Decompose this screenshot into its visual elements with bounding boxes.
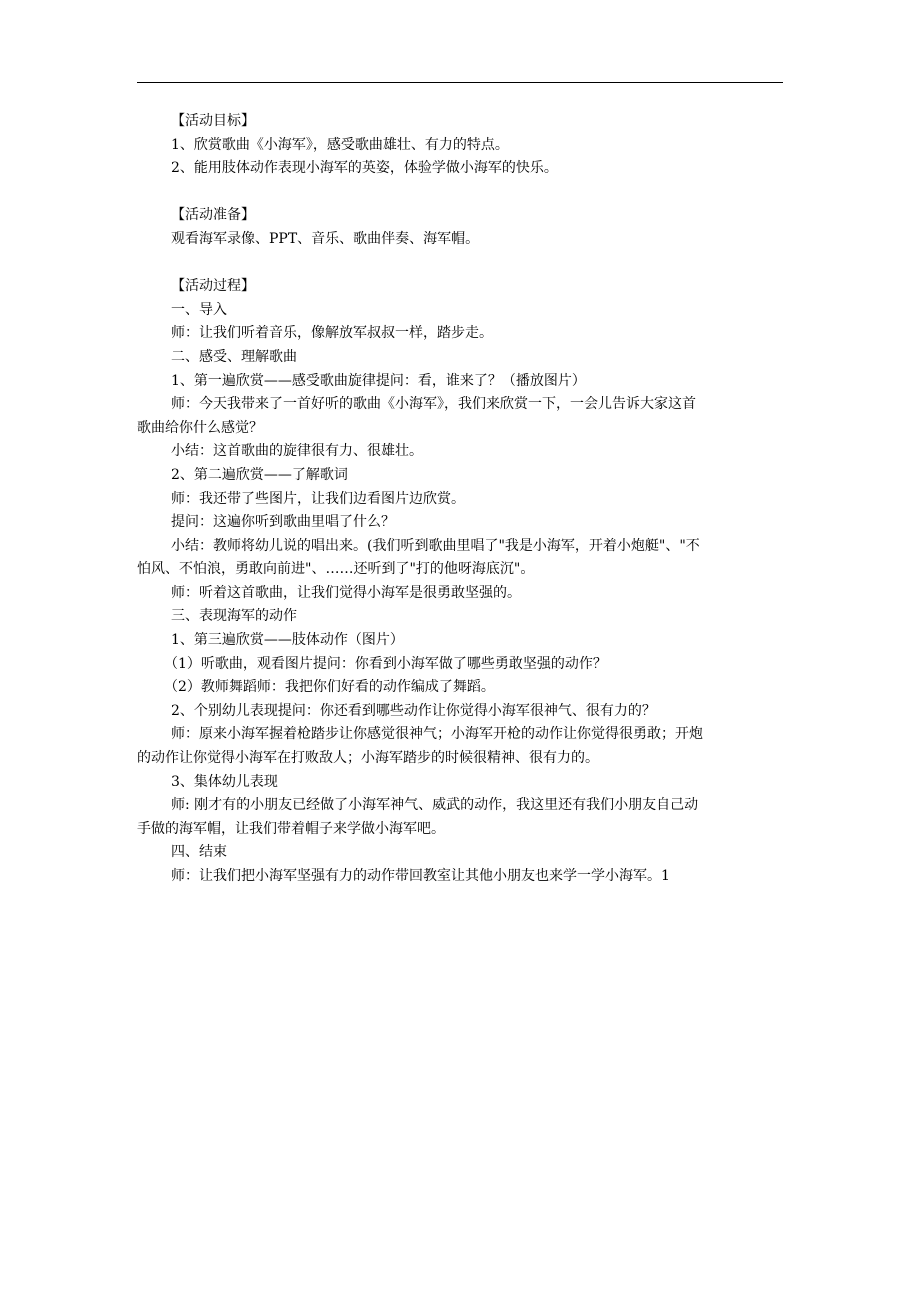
spacer — [137, 252, 783, 276]
prep-heading: 【活动准备】 — [171, 207, 255, 224]
paragraph: 2、第二遍欣赏——了解歌词 — [171, 466, 348, 483]
document-body — [137, 110, 783, 889]
paragraph: 师：让我们听着音乐，像解放军叔叔一样，踏步走。 — [171, 325, 493, 342]
goals-heading: 【活动目标】 — [171, 113, 255, 129]
goal-2: 2、能用肢体动作表现小海军的英姿，体验学做小海军的快乐。 — [171, 160, 558, 177]
goal-1: 1、欣赏歌曲《小海军》，感受歌曲雄壮、有力的特点。 — [171, 136, 509, 153]
paragraph: 师：今天我带来了一首好听的歌曲《小海军》，我们来欣赏一下，一会儿告诉大家这首 — [171, 396, 696, 413]
paragraph: 师：我还带了些图片，让我们边看图片边欣赏。 — [171, 490, 465, 507]
paragraph: （1）听歌曲，观看图片提问：你看到小海军做了哪些勇敢坚强的动作？ — [164, 655, 607, 672]
paragraph: 2、个别幼儿表现提问：你还看到哪些动作让你觉得小海军很神气、很有力的？ — [171, 702, 656, 719]
spacer — [137, 181, 783, 205]
section-intro: 一、导入 — [171, 301, 227, 318]
paragraph: （2）教师舞蹈师：我把你们好看的动作编成了舞蹈。 — [164, 679, 495, 696]
section-express: 三、表现海军的动作 — [171, 608, 297, 625]
paragraph: 小结：教师将幼儿说的唱出来。(我们听到歌曲里唱了"我是小海军，开着小炮艇"、"不 — [171, 537, 700, 554]
paragraph: 提问：这遍你听到歌曲里唱了什么？ — [171, 514, 395, 531]
paragraph: 师: 刚才有的小朋友已经做了小海军神气、威武的动作，我这里还有我们小朋友自己动 — [171, 797, 699, 814]
paragraph-continuation: 怕风、不怕浪，勇敢向前进"、……还听到了"打的他呀海底沉"。 — [137, 561, 535, 578]
paragraph-continuation: 手做的海军帽，让我们带着帽子来学做小海军吧。 — [137, 820, 445, 837]
paragraph: 1、第三遍欣赏——肢体动作（图片） — [171, 632, 404, 649]
process-heading: 【活动过程】 — [171, 278, 255, 295]
section-feel: 二、感受、理解歌曲 — [171, 348, 297, 365]
paragraph: 1、第一遍欣赏——感受歌曲旋律提问：看，谁来了？（播放图片） — [171, 372, 586, 389]
section-end: 四、结束 — [171, 844, 227, 861]
paragraph: 小结：这首歌曲的旋律很有力、很雄壮。 — [171, 443, 423, 460]
paragraph: 3、集体幼儿表现 — [171, 773, 278, 790]
prep-text: 观看海军录像、PPT、音乐、歌曲伴奏、海军帽。 — [171, 230, 480, 247]
paragraph: 师：听着这首歌曲，让我们觉得小海军是很勇敢坚强的。 — [171, 584, 521, 601]
paragraph-continuation: 歌曲给你什么感觉？ — [137, 419, 263, 436]
paragraph-continuation: 的动作让你觉得小海军在打败敌人；小海军踏步的时候很精神、很有力的。 — [137, 750, 599, 767]
paragraph: 师：让我们把小海军坚强有力的动作带回教室让其他小朋友也来学一学小海军。1 — [171, 868, 670, 884]
header-rule — [137, 82, 783, 83]
paragraph: 师：原来小海军握着枪踏步让你感觉很神气；小海军开枪的动作让你觉得很勇敢；开炮 — [171, 726, 703, 743]
